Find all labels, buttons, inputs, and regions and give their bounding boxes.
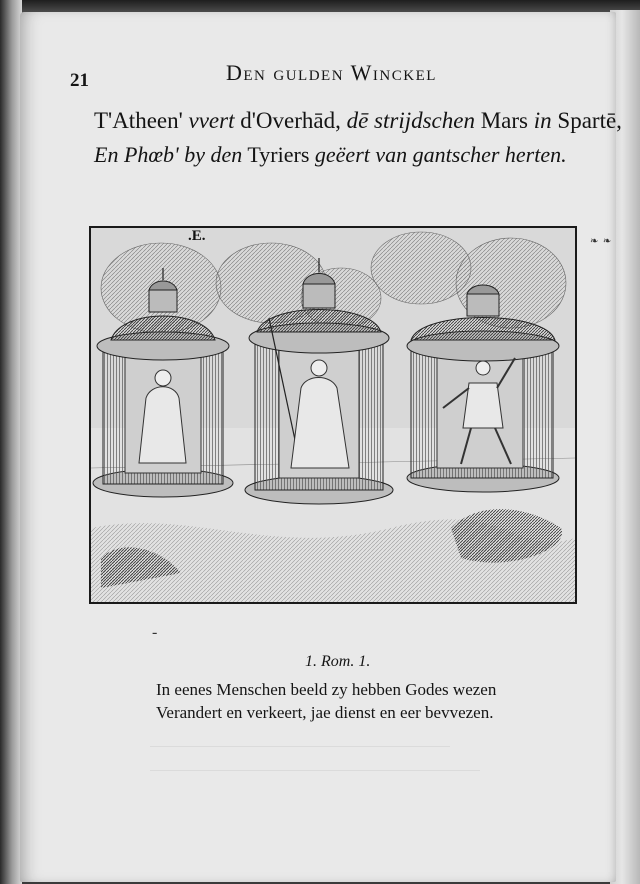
- verse-1-part-f: in: [533, 108, 552, 133]
- show-through-line: [150, 770, 480, 771]
- emblem-engraving: [89, 226, 577, 604]
- book-spine-edge: [0, 0, 22, 884]
- plate-letter: .E.: [188, 228, 206, 244]
- verse-1-part-g: Spartē,: [551, 108, 622, 133]
- verse-1-part-e: Mars: [474, 108, 534, 133]
- verse-2-part-a: En Phœb' by den: [94, 142, 243, 167]
- motto-line-2: Verandert en verkeert, jae dienst en eer bevvezen.: [156, 703, 494, 722]
- show-through-line: [150, 746, 450, 747]
- verse-2-part-c: geëert van gantscher herten.: [314, 142, 567, 167]
- margin-dash: -: [152, 624, 158, 641]
- bible-citation: 1. Rom. 1.: [305, 653, 371, 670]
- verse-1-part-d: dē strijdschen: [346, 108, 475, 133]
- motto-line-1: In eenes Menschen beeld zy hebben Godes wezen: [156, 680, 497, 699]
- margin-ornament: ❧ ❧: [590, 236, 613, 247]
- page-number: 21: [70, 70, 89, 91]
- verse-1-part-b: vvert: [188, 108, 235, 133]
- verse-1-part-c: d'Overhād,: [234, 108, 347, 133]
- verse-line-2: [94, 142, 567, 168]
- verse-line-1: [94, 108, 622, 134]
- verse-2-part-b: Tyriers: [242, 142, 315, 167]
- verse-1-part-a: T'Atheen': [94, 108, 189, 133]
- running-head: Den gulden Winckel: [226, 60, 437, 85]
